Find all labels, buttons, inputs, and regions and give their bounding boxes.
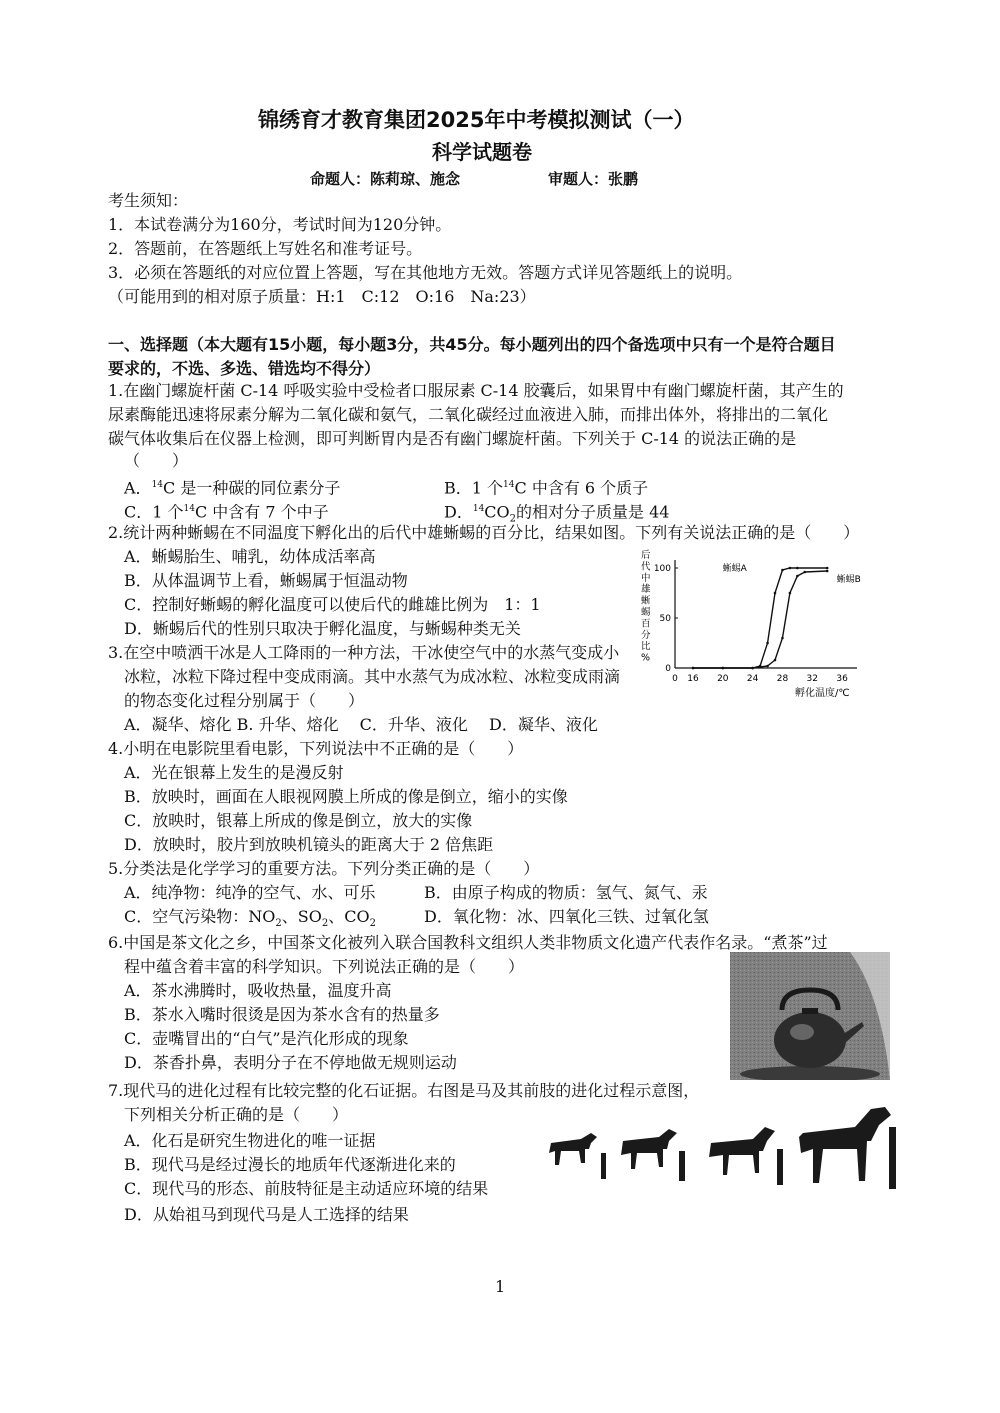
chart-x-tick-label: 0	[672, 674, 678, 684]
q5-option-b: B．由原子构成的物质：氢气、氮气、汞	[424, 883, 708, 902]
chart-x-ticks	[672, 674, 848, 684]
chart-y-tick-label: 0	[665, 664, 671, 674]
teapot-photo	[730, 952, 890, 1080]
chart-point	[796, 567, 799, 570]
chart-point	[796, 575, 799, 578]
notice-item: 2．答题前，在答题纸上写姓名和准考证号。	[108, 239, 423, 258]
reviewer: 审题人：张鹏	[548, 170, 639, 188]
chart-point	[804, 571, 807, 574]
chart-ylabel	[641, 549, 651, 664]
chart-point	[789, 567, 792, 570]
chart-ylabel-char: 雄	[641, 584, 651, 596]
section-heading-cont: 要求的，不选、多选、错选均不得分）	[108, 359, 381, 378]
page-subtitle: 科学试题卷	[432, 140, 532, 164]
q4-option: D．放映时，胶片到放映机镜头的距离大于 2 倍焦距	[124, 835, 494, 854]
chart-y-tick-label: 50	[659, 614, 671, 624]
q1-stem-line: 碳气体收集后在仪器上检测，即可判断胃内是否有幽门螺旋杆菌。下列关于 C-14 的说法正确的是	[108, 429, 797, 448]
q6-option: D．茶香扑鼻，表明分子在不停地做无规则运动	[124, 1053, 457, 1072]
modern-horse-figure	[799, 1107, 896, 1189]
chart-x-tick-label: 28	[776, 674, 789, 684]
chart-y-ticks	[654, 564, 678, 674]
chart-ylabel-char: %	[641, 652, 651, 664]
q5-option-a: A．纯净物：纯净的空气、水、可乐	[124, 883, 376, 902]
merychippus-figure	[709, 1127, 783, 1185]
q5-stem: 5.分类法是化学学习的重要方法。下列分类正确的是（ ）	[108, 859, 540, 878]
notice-heading: 考生须知：	[108, 191, 189, 210]
chart-point	[789, 592, 792, 595]
q7-option: D．从始祖马到现代马是人工选择的结果	[124, 1205, 409, 1224]
q1-stem-line: 尿素酶能迅速将尿素分解为二氧化碳和氨气，二氧化碳经过血液进入肺，而排出体外，将排出的二氧化	[108, 405, 829, 424]
q4-stem: 4.小明在电影院里看电影，下列说法中不正确的是（ ）	[108, 739, 524, 758]
q5-option-d: D．氧化物：冰、四氧化三铁、过氧化氢	[424, 907, 709, 926]
authors: 命题人：陈莉琼、施念	[310, 170, 461, 188]
q2-stem: 2.统计两种蜥蜴在不同温度下孵化出的后代中雄蜥蜴的百分比，结果如图。下列有关说法正确的是（ ）	[108, 523, 860, 542]
mesohippus-figure	[621, 1129, 685, 1181]
lizard-chart	[635, 548, 875, 738]
q7-option: B．现代马是经过漫长的地质年代逐渐进化来的	[124, 1155, 456, 1174]
q2-option: D．蜥蜴后代的性别只取决于孵化温度，与蜥蜴种类无关	[124, 619, 521, 638]
q3-stem-line: 3.在空中喷洒干冰是人工降雨的一种方法，干冰使空气中的水蒸气变成小	[108, 643, 620, 662]
q3-stem-line: 的物态变化过程分别属于（ ）	[124, 691, 365, 710]
q1-stem-line: （ ）	[124, 451, 189, 470]
chart-x-tick-label: 20	[717, 674, 729, 684]
chart-point	[781, 569, 784, 572]
q2-option: C．控制好蜥蜴的孵化温度可以使后代的雌雄比例为 1：1	[124, 595, 541, 614]
q2-option: A．蜥蜴胎生、哺乳，幼体成活率高	[124, 547, 376, 566]
page-title: 锦绣育才教育集团2025年中考模拟测试（一）	[258, 108, 695, 132]
q4-option: A．光在银幕上发生的是漫反射	[124, 763, 344, 782]
chart-ylabel-char: 百	[641, 618, 651, 630]
chart-point	[826, 567, 829, 570]
chart-point	[692, 667, 695, 670]
chart-ylabel-char: 分	[641, 629, 651, 641]
q1-option-a: A．$^{14}$C 是一种碳的同位素分子	[124, 478, 341, 498]
chart-point	[774, 592, 777, 595]
chart-series	[692, 562, 861, 669]
chart-point	[766, 665, 769, 668]
chart-ylabel-char: 蜴	[641, 607, 651, 618]
q6-stem-line: 6.中国是茶文化之乡，中国茶文化被列入联合国教科文组织人类非物质文化遗产代表作名录。“煮茶”过	[108, 933, 828, 952]
chart-point	[722, 667, 725, 670]
horse-evolution-illustration	[545, 1103, 900, 1198]
q7-stem-line: 7.现代马的进化过程有比较完整的化石证据。右图是马及其前肢的进化过程示意图，	[108, 1081, 700, 1100]
notice-item: 3．必须在答题纸的对应位置上答题，写在其他地方无效。答题方式详见答题纸上的说明。	[108, 263, 743, 282]
atomic-mass-note: （可能用到的相对原子质量：H:1 C:12 O:16 Na:23）	[108, 287, 536, 306]
chart-x-tick-label: 36	[836, 674, 848, 684]
q1-option-d: D．$^{14}CO_2$的相对分子质量是 44	[444, 502, 670, 525]
q3-stem-line: 冰粒，冰粒下降过程中变成雨滴。其中水蒸气为成冰粒、冰粒变成雨滴	[124, 667, 621, 686]
notice-item: 1．本试卷满分为160分，考试时间为120分钟。	[108, 215, 452, 234]
page-number: 1	[495, 1277, 506, 1296]
chart-x-tick-label: 16	[687, 674, 699, 684]
chart-ylabel-char: 蜥	[641, 595, 651, 607]
q6-option: C．壶嘴冒出的“白气”是汽化形成的现象	[124, 1029, 409, 1048]
chart-y-tick-label: 100	[653, 564, 671, 574]
chart-ylabel-char: 比	[641, 641, 651, 653]
q7-option: A．化石是研究生物进化的唯一证据	[124, 1131, 376, 1150]
chart-ylabel-char: 中	[641, 572, 651, 584]
chart-point	[766, 642, 769, 645]
chart-series-label: 蜥蜴A	[722, 564, 747, 574]
chart-point	[774, 659, 777, 662]
chart-series-line	[693, 571, 827, 668]
q6-option: A．茶水沸腾时，吸收热量，温度升高	[124, 981, 392, 1000]
q6-option: B．茶水入嘴时很烫是因为茶水含有的热量多	[124, 1005, 440, 1024]
q5-option-c: C．空气污染物：$NO_2$、$SO_2$、$CO_2$	[124, 907, 376, 930]
chart-x-tick-label: 24	[746, 674, 759, 684]
lizard-chart-svg	[635, 548, 875, 738]
q7-stem-line: 下列相关分析正确的是（ ）	[124, 1105, 349, 1124]
q4-option: B．放映时，画面在人眼视网膜上所成的像是倒立，缩小的实像	[124, 787, 568, 806]
chart-point	[781, 637, 784, 640]
chart-ylabel-char: 后	[641, 550, 651, 561]
chart-point	[751, 667, 754, 670]
eohippus-figure	[549, 1133, 606, 1179]
q7-option: C．现代马的形态、前肢特征是主动适应环境的结果	[124, 1179, 489, 1198]
chart-series-label: 蜥蜴B	[836, 575, 861, 585]
q1-option-b: B．1 个$^{14}$C 中含有 6 个质子	[444, 478, 649, 498]
q3-options: A．凝华、熔化 B. 升华、熔化 C．升华、液化 D．凝华、液化	[124, 715, 598, 734]
q6-stem-line: 程中蕴含着丰富的科学知识。下列说法正确的是（ ）	[124, 957, 525, 976]
section-heading: 一、选择题（本大题有15小题，每小题3分，共45分。每小题列出的四个备选项中只有一个是符合题目	[108, 335, 836, 354]
q2-option: B．从体温调节上看，蜥蜴属于恒温动物	[124, 571, 408, 590]
chart-series-line	[693, 568, 827, 668]
q4-option: C．放映时，银幕上所成的像是倒立，放大的实像	[124, 811, 473, 830]
q1-stem-line: 1.在幽门螺旋杆菌 C-14 呼吸实验中受检者口服尿素 C-14 胶囊后，如果胃中有幽门螺旋杆菌，其产生的	[108, 381, 844, 400]
chart-point	[826, 570, 829, 573]
chart-xlabel: 孵化温度/℃	[795, 688, 850, 699]
chart-x-tick-label: 32	[806, 674, 818, 684]
chart-ylabel-char: 代	[641, 561, 651, 573]
q1-option-c: C．1 个$^{14}$C 中含有 7 个中子	[124, 502, 329, 522]
